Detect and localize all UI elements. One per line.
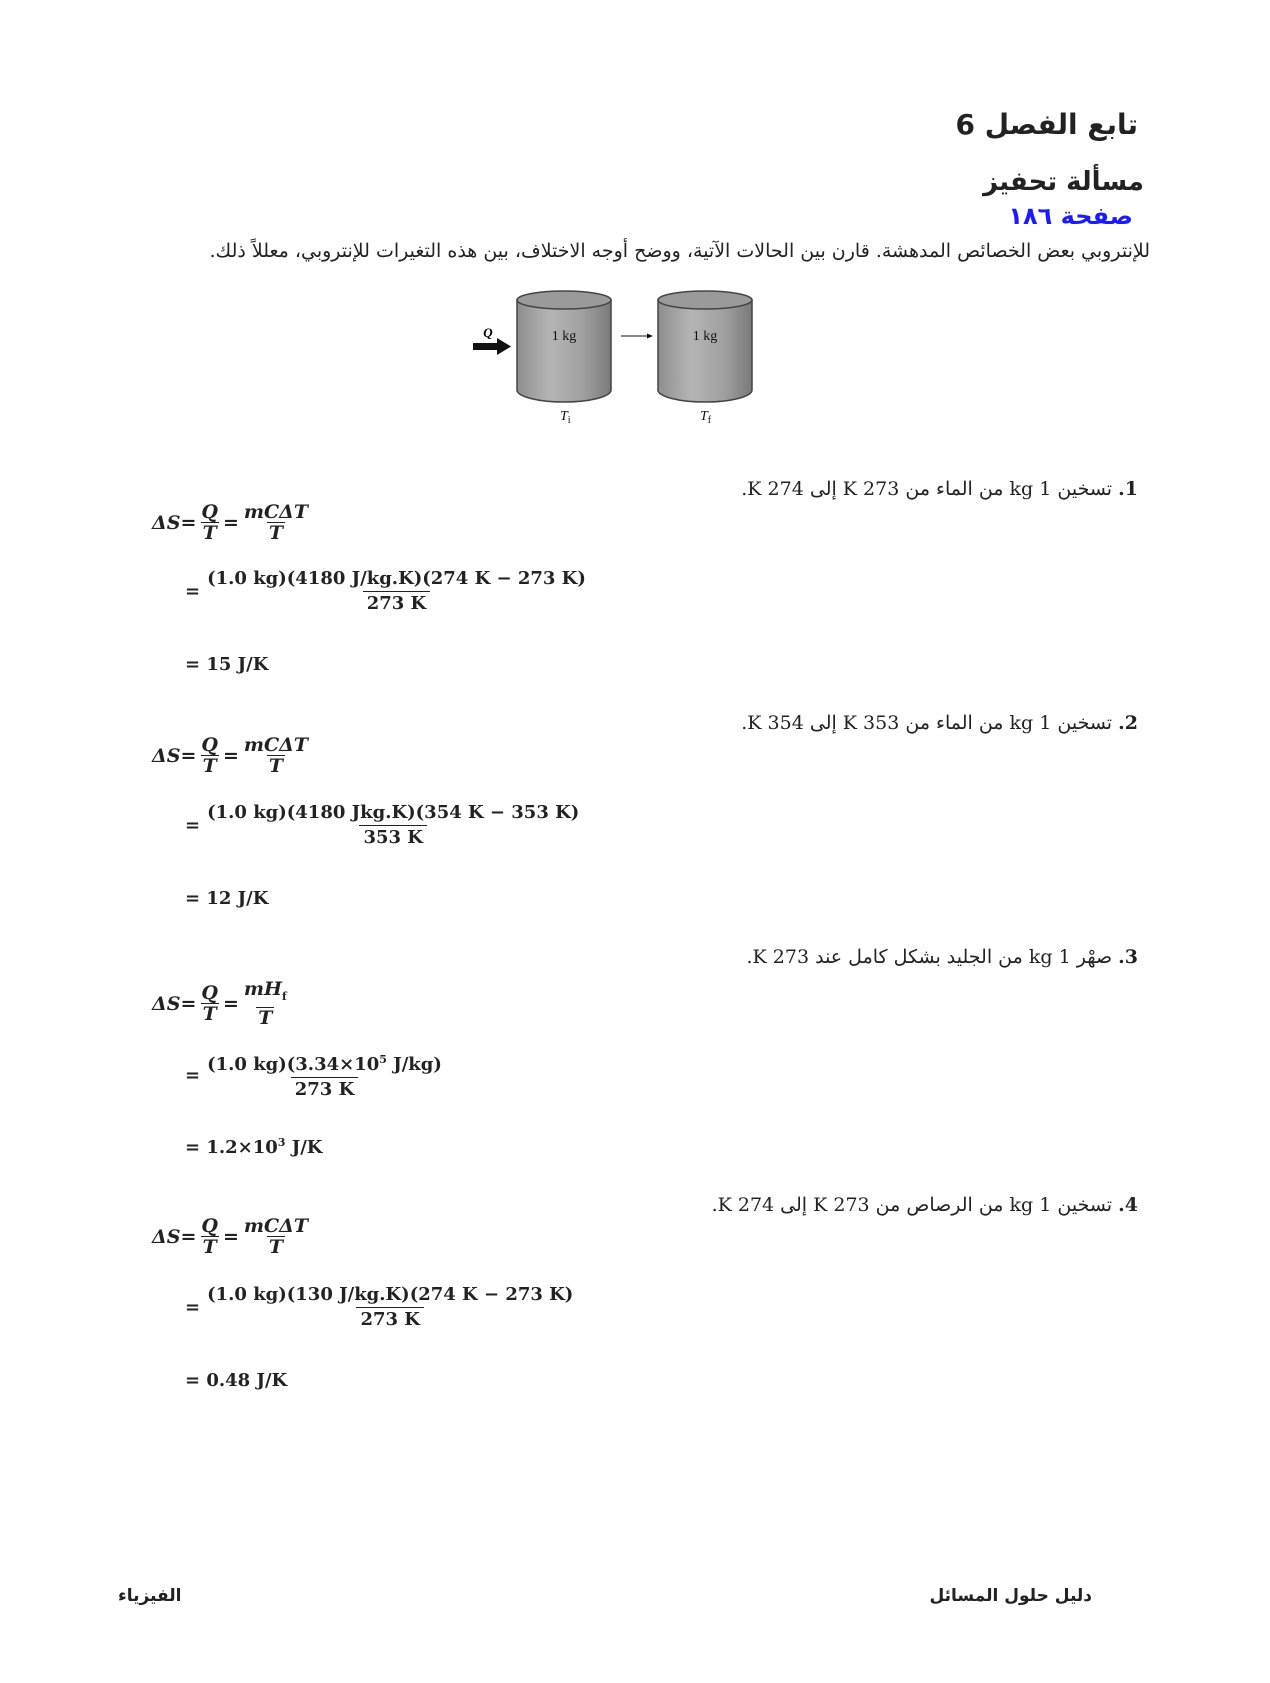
problem-1-result: = 15 J/K (185, 654, 269, 675)
left-container-cylinder (517, 291, 611, 402)
right-container-cylinder (658, 291, 752, 402)
problem-1-statement: 1. تسخين 1 kg من الماء من 273 K إلى 274 K. (741, 478, 1138, 500)
heat-label: Q (483, 325, 493, 340)
problem-2-result: = 12 J/K (185, 888, 269, 909)
left-mass-label: 1 kg (551, 329, 577, 344)
problem-1-entropy-formula: ΔS = $\frac{Q}{T}$ = $\frac{\text{mCΔT}}{T}$ (152, 501, 308, 544)
final-temp-label: $T_f$ (700, 409, 712, 426)
section-title: مسألة تحفيز (983, 167, 1144, 197)
problem-3-statement: 3. صهْر 1 kg من الجليد بشكل كامل عند 273 K. (746, 946, 1138, 968)
chapter-heading: تابع الفصل 6 (955, 108, 1138, 141)
problem-4-result: = 0.48 J/K (185, 1370, 288, 1391)
problem-4-statement: 4. تسخين 1 kg من الرصاص من 273 K إلى 274 K. (711, 1194, 1138, 1216)
problem-2-entropy-formula: ΔS = $\frac{Q}{T}$ = $\frac{\text{mCΔT}}{T}$ (152, 734, 308, 777)
process-arrow-icon (621, 334, 653, 339)
problem-4-entropy-formula: ΔS = $\frac{Q}{T}$ = $\frac{\text{mCΔT}}{T}$ (152, 1215, 308, 1258)
intro-paragraph: للإنتروبي بعض الخصائص المدهشة. قارن بين الحالات الآتية، ووضح أوجه الاختلاف، بين هذه التغيرات للإنتروبي، معللاً ذلك. (209, 240, 1150, 262)
problem-1-substitution: = $\frac{(1.0 kg)(4180 J/kg.K)(274 K - 273 K)}{273 K}$ (185, 568, 586, 614)
footer-guide-title: دليل حلول المسائل (929, 1586, 1092, 1606)
footer-subject: الفيزياء (118, 1586, 182, 1606)
entropy-diagram (465, 290, 785, 440)
problem-2-substitution: = $\frac{\text{(1.0 kg)(4180 Jkg.K)(354 K − 353 K)}}{353 K}$ (185, 802, 580, 848)
heat-arrow-icon (473, 338, 511, 355)
problem-3-substitution: = $\frac{(1.0 kg)(3.34\times 10^5 J/kg)}{273 K}$ (185, 1053, 442, 1100)
problem-3-entropy-formula: ΔS = $\frac{Q}{T}$ = $\frac{mH_f}{T}$ (152, 978, 287, 1029)
problem-4-substitution: = $\frac{(1.0 kg)(130 J/kg.K)(274 K - 273 K)}{273 K}$ (185, 1284, 574, 1330)
problem-3-result: = $1.2\times 10^3$ J/K (185, 1136, 323, 1158)
initial-temp-label: $T_i$ (560, 409, 571, 426)
right-mass-label: 1 kg (692, 329, 718, 344)
problem-2-statement: 2. تسخين 1 kg من الماء من 353 K إلى 354 K. (741, 712, 1138, 734)
page-reference: صفحة ١٨٦ (1008, 202, 1133, 230)
